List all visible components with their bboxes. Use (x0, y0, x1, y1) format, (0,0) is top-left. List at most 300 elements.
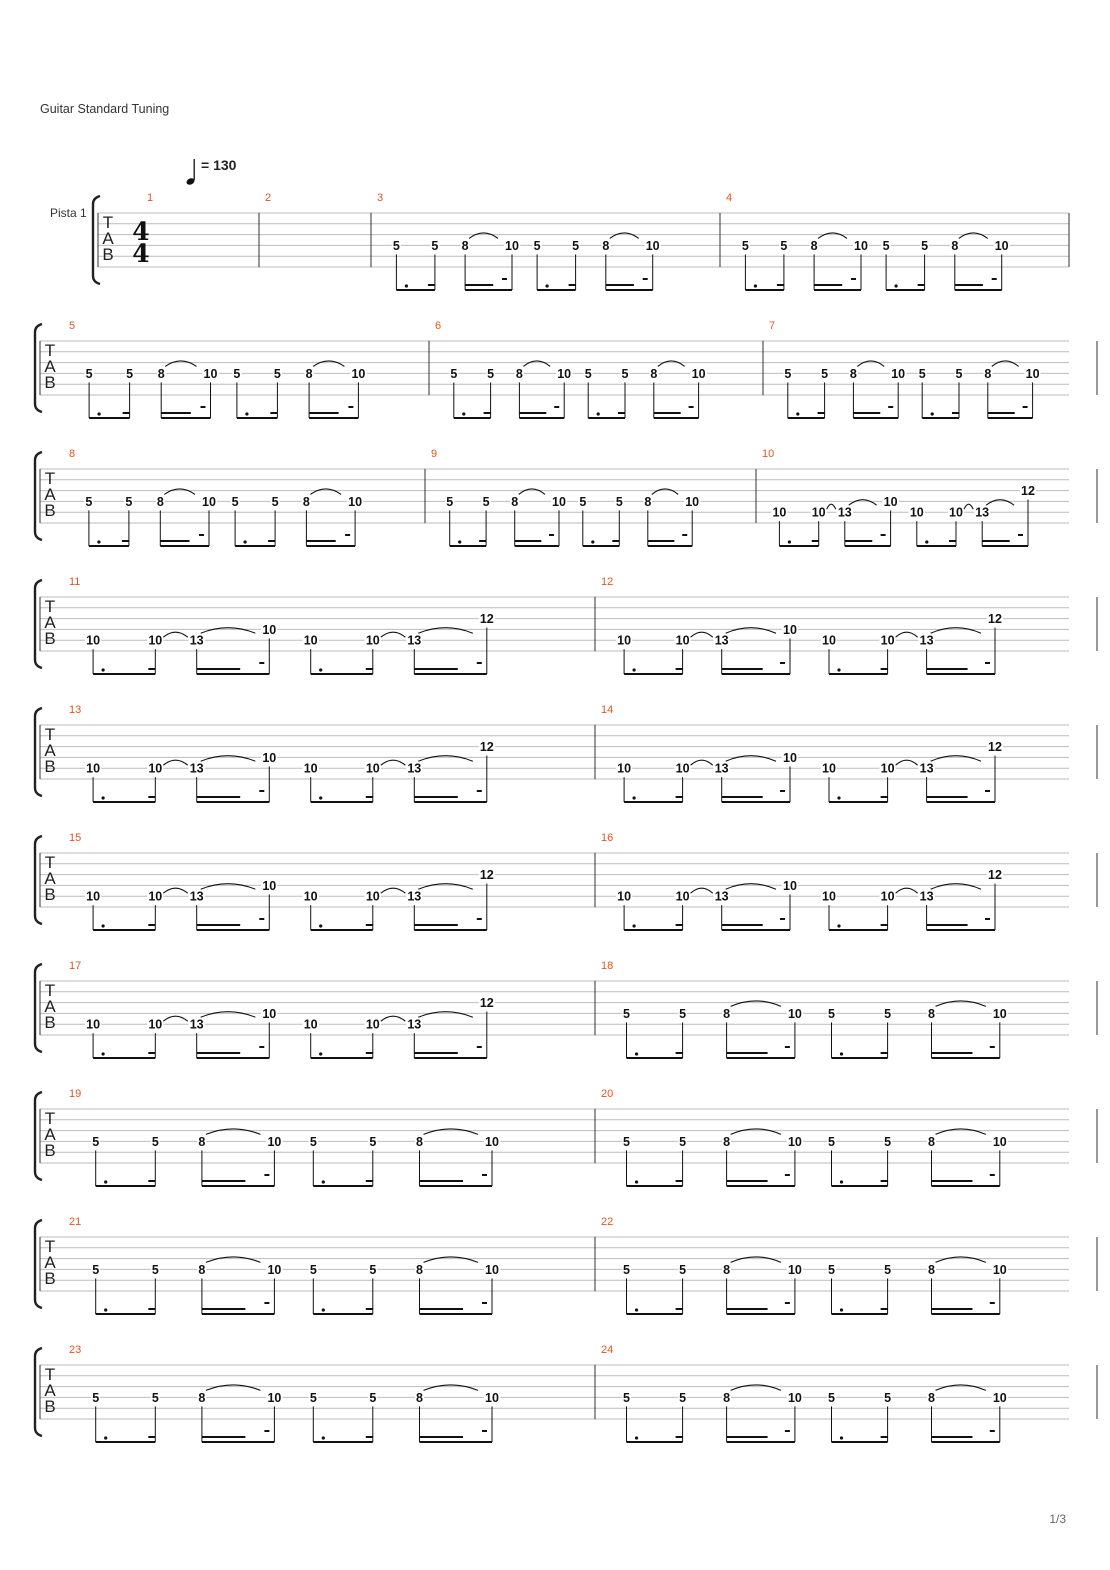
fret-number: 12 (479, 740, 494, 755)
fret-number: 10 (617, 761, 632, 776)
fret-number: 12 (479, 868, 494, 883)
tie-arc (201, 884, 256, 890)
tab-clef-letter: A (44, 357, 56, 376)
fret-number: 13 (189, 1017, 204, 1032)
measure (69, 704, 595, 802)
beam-stub (643, 278, 648, 280)
fret-number: 13 (189, 889, 204, 904)
fret-number: 5 (151, 1134, 159, 1149)
measure-number: 14 (601, 704, 614, 716)
fret-number: 5 (621, 366, 629, 381)
augmentation-dot (97, 540, 100, 543)
fret-number: 5 (679, 1390, 687, 1405)
fret-number: 10 (557, 366, 572, 381)
fret-number: 10 (787, 1006, 802, 1021)
staff-system (35, 1344, 1097, 1442)
beam-stub (990, 1430, 995, 1432)
tie-arc (201, 628, 256, 634)
fret-number: 10 (365, 1017, 380, 1032)
slide-mark (163, 632, 187, 637)
beam-stub (1023, 406, 1028, 408)
beam-stub (482, 1302, 487, 1304)
tab-clef-letter: T (44, 725, 56, 744)
fret-number: 10 (675, 889, 690, 904)
fret-number: 10 (148, 889, 163, 904)
measure (435, 320, 763, 418)
tie-arc (469, 233, 498, 239)
measure-number: 6 (435, 320, 442, 332)
tab-clef-letter: T (44, 469, 56, 488)
fret-number: 10 (148, 1017, 163, 1032)
fret-number: 8 (157, 366, 165, 381)
measure-number: 3 (377, 192, 384, 204)
augmentation-dot (245, 412, 248, 415)
tie-arc (652, 489, 678, 495)
staff-system (35, 1216, 1097, 1314)
tie-arc (936, 1385, 986, 1391)
measure-number: 18 (601, 960, 614, 972)
measure-number: 1 (147, 192, 154, 204)
tie-arc (313, 361, 344, 367)
tie-arc (731, 1001, 781, 1007)
augmentation-dot (895, 284, 898, 287)
measure (601, 1344, 1097, 1442)
fret-number: 10 (86, 761, 101, 776)
beam-stub (888, 406, 893, 408)
augmentation-dot (319, 924, 322, 927)
measure-number: 4 (726, 192, 733, 204)
fret-number: 5 (884, 1006, 892, 1021)
slide-mark (827, 504, 836, 509)
tie-arc (986, 500, 1014, 506)
augmentation-dot (98, 412, 101, 415)
tab-clef-letter: B (44, 629, 56, 648)
tab-clef-letter: A (44, 869, 56, 888)
slide-mark (691, 760, 713, 765)
measure-number: 12 (601, 576, 614, 588)
fret-number: 5 (921, 238, 929, 253)
beam-stub (502, 278, 507, 280)
fret-number: 8 (198, 1262, 206, 1277)
fret-number: 5 (151, 1390, 159, 1405)
fret-number: 10 (203, 366, 218, 381)
fret-number: 10 (675, 761, 690, 776)
fret-number: 5 (369, 1262, 377, 1277)
fret-number: 8 (810, 238, 818, 253)
fret-number: 5 (482, 494, 490, 509)
fret-number: 5 (231, 494, 239, 509)
fret-number: 5 (623, 1390, 630, 1405)
measure-number: 16 (601, 832, 614, 844)
measure (69, 1088, 595, 1186)
fret-number: 5 (584, 366, 592, 381)
augmentation-dot (635, 1052, 638, 1055)
tie-arc (931, 884, 981, 890)
fret-number: 5 (92, 1134, 100, 1149)
fret-number: 12 (479, 996, 494, 1011)
augmentation-dot (837, 924, 840, 927)
fret-number: 10 (148, 761, 163, 776)
fret-number: 8 (511, 494, 519, 509)
fret-number: 10 (552, 494, 566, 509)
tie-arc (726, 628, 776, 634)
augmentation-dot (840, 1052, 843, 1055)
augmentation-dot (840, 1180, 843, 1183)
slide-mark (691, 888, 713, 893)
fret-number: 10 (303, 1017, 318, 1032)
fret-number: 13 (189, 633, 204, 648)
beam-stub (259, 918, 264, 920)
tab-clef-letter: A (44, 1125, 56, 1144)
system-bracket (35, 964, 42, 1052)
measure (726, 192, 1069, 290)
fret-number: 10 (365, 889, 380, 904)
augmentation-dot (837, 796, 840, 799)
fret-number: 8 (416, 1134, 423, 1149)
staff-system (93, 192, 1069, 290)
fret-number: 10 (617, 889, 632, 904)
beam-stub (264, 1174, 269, 1176)
tie-arc (519, 489, 545, 495)
measure-number: 24 (601, 1344, 614, 1356)
augmentation-dot (102, 668, 105, 671)
fret-number: 5 (884, 1262, 892, 1277)
fret-number: 10 (880, 761, 895, 776)
tab-clef-letter: T (44, 1237, 56, 1256)
fret-number: 13 (407, 761, 422, 776)
augmentation-dot (102, 924, 105, 927)
measure (601, 1216, 1097, 1314)
fret-number: 10 (685, 494, 700, 509)
beam-stub (985, 918, 990, 920)
fret-number: 10 (1025, 366, 1040, 381)
fret-number: 5 (392, 238, 400, 253)
tie-arc (726, 884, 776, 890)
beam-stub (785, 1302, 790, 1304)
fret-number: 10 (262, 1006, 277, 1021)
augmentation-dot (840, 1436, 843, 1439)
measure-number: 5 (69, 320, 76, 332)
fret-number: 5 (309, 1390, 317, 1405)
fret-number: 10 (822, 889, 836, 904)
fret-number: 10 (811, 505, 826, 520)
beam-stub (785, 1430, 790, 1432)
fret-number: 5 (828, 1134, 835, 1149)
fret-number: 13 (407, 633, 422, 648)
fret-number: 8 (461, 238, 469, 253)
fret-number: 5 (369, 1390, 377, 1405)
augmentation-dot (837, 668, 840, 671)
fret-number: 8 (198, 1134, 206, 1149)
tab-clef-letter: B (44, 373, 56, 392)
fret-number: 10 (86, 1017, 101, 1032)
tie-arc (931, 756, 981, 762)
fret-number: 10 (202, 494, 216, 509)
tie-arc (206, 1385, 261, 1391)
augmentation-dot (102, 796, 105, 799)
fret-number: 5 (151, 1262, 159, 1277)
system-bracket (35, 708, 42, 796)
tie-arc (731, 1385, 781, 1391)
tab-clef-letter: T (44, 853, 56, 872)
fret-number: 13 (407, 1017, 422, 1032)
fret-number: 10 (303, 633, 318, 648)
fret-number: 5 (92, 1262, 100, 1277)
fret-number: 13 (407, 889, 422, 904)
measure (601, 704, 1097, 802)
beam-stub (259, 1046, 264, 1048)
fret-number: 10 (880, 633, 895, 648)
tie-arc (959, 233, 988, 239)
tab-clef-letter: T (102, 213, 114, 232)
fret-number: 8 (849, 366, 857, 381)
fret-number: 8 (515, 366, 523, 381)
tie-arc (849, 500, 877, 506)
beam-stub (199, 534, 204, 536)
fret-number: 10 (783, 622, 797, 637)
beam-stub (348, 406, 353, 408)
augmentation-dot (244, 540, 247, 543)
augmentation-dot (104, 1436, 107, 1439)
measure (601, 1088, 1097, 1186)
fret-number: 12 (988, 868, 1002, 883)
measure (69, 1344, 595, 1442)
beam-stub (482, 1174, 487, 1176)
beam-stub (881, 534, 886, 536)
fret-number: 10 (645, 238, 660, 253)
slide-mark (163, 760, 187, 765)
slide-mark (896, 632, 918, 637)
tab-clef-letter: T (44, 1365, 56, 1384)
measure-number: 22 (601, 1216, 614, 1228)
slide-mark (163, 888, 187, 893)
measure-number: 17 (69, 960, 82, 972)
fret-number: 5 (821, 366, 829, 381)
measure (69, 448, 425, 546)
beam-stub (477, 662, 482, 664)
system-bracket (35, 324, 42, 412)
system-bracket (35, 1348, 42, 1436)
beam-stub (482, 1430, 487, 1432)
tie-arc (206, 1129, 261, 1135)
measure-number: 15 (69, 832, 82, 844)
fret-number: 8 (416, 1262, 423, 1277)
slide-mark (896, 760, 918, 765)
fret-number: 5 (828, 1006, 835, 1021)
system-bracket (93, 196, 100, 284)
measure-number: 9 (431, 448, 438, 460)
tab-clef-letter: B (44, 501, 56, 520)
fret-number: 5 (309, 1134, 317, 1149)
fret-number: 5 (271, 494, 279, 509)
fret-number: 10 (891, 366, 906, 381)
staff-system (35, 576, 1097, 674)
tie-arc (936, 1001, 986, 1007)
fret-number: 10 (822, 761, 836, 776)
beam-stub (477, 1046, 482, 1048)
beam-stub (1018, 534, 1023, 536)
measure-number: 21 (69, 1216, 82, 1228)
fret-number: 8 (302, 494, 310, 509)
fret-number: 5 (309, 1262, 317, 1277)
fret-number: 8 (644, 494, 652, 509)
beam-stub (682, 534, 687, 536)
fret-number: 5 (369, 1134, 377, 1149)
augmentation-dot (635, 1436, 638, 1439)
measure-number: 23 (69, 1344, 82, 1356)
fret-number: 13 (714, 633, 729, 648)
fret-number: 5 (126, 366, 134, 381)
track-name: Pista 1 (50, 206, 87, 220)
beam-stub (477, 790, 482, 792)
measure-number: 2 (265, 192, 272, 204)
augmentation-dot (322, 1436, 325, 1439)
fret-number: 12 (988, 612, 1002, 627)
beam-stub (345, 534, 350, 536)
fret-number: 5 (679, 1262, 687, 1277)
measure (431, 448, 756, 546)
slide-mark (964, 504, 973, 509)
tie-arc (936, 1257, 986, 1263)
slide-mark (896, 888, 918, 893)
tie-arc (165, 361, 196, 367)
beam-stub (780, 790, 785, 792)
fret-number: 10 (822, 633, 836, 648)
measure (601, 960, 1097, 1058)
fret-number: 13 (714, 761, 729, 776)
measure (69, 960, 595, 1058)
beam-stub (549, 534, 554, 536)
beam-stub (851, 278, 856, 280)
fret-number: 8 (723, 1390, 731, 1405)
measure (601, 832, 1097, 930)
beam-stub (780, 662, 785, 664)
fret-number: 5 (623, 1262, 630, 1277)
tie-arc (418, 628, 473, 634)
beam-stub (201, 406, 206, 408)
fret-number: 10 (909, 505, 924, 520)
measure-number: 7 (769, 320, 776, 332)
fret-number: 10 (351, 366, 366, 381)
fret-number: 10 (303, 889, 318, 904)
fret-number: 8 (928, 1390, 935, 1405)
staff-system (35, 320, 1097, 418)
fret-number: 8 (951, 238, 959, 253)
augmentation-dot (796, 412, 799, 415)
fret-number: 5 (918, 366, 926, 381)
fret-number: 10 (267, 1262, 282, 1277)
measure-number: 10 (762, 448, 775, 460)
slide-mark (381, 632, 406, 637)
tab-clef-letter: A (44, 741, 56, 760)
augmentation-dot (322, 1180, 325, 1183)
staff-system (35, 704, 1097, 802)
time-signature-top: 4 (132, 217, 150, 246)
fret-number: 13 (919, 761, 934, 776)
beam-stub (477, 918, 482, 920)
tab-clef-letter: B (44, 885, 56, 904)
beam-stub (985, 790, 990, 792)
tab-clef-letter: A (44, 613, 56, 632)
tie-arc (610, 233, 639, 239)
tab-clef-letter: B (102, 245, 114, 264)
augmentation-dot (635, 1180, 638, 1183)
fret-number: 10 (485, 1390, 499, 1405)
fret-number: 13 (919, 633, 934, 648)
augmentation-dot (458, 540, 461, 543)
fret-number: 10 (787, 1134, 802, 1149)
fret-number: 10 (992, 1006, 1007, 1021)
measure-number: 13 (69, 704, 82, 716)
augmentation-dot (546, 284, 549, 287)
tie-arc (818, 233, 847, 239)
staff-system (35, 832, 1097, 930)
tab-clef-letter: B (44, 1141, 56, 1160)
fret-number: 5 (955, 366, 963, 381)
fret-number: 10 (348, 494, 363, 509)
tie-arc (936, 1129, 986, 1135)
beam-stub (985, 662, 990, 664)
beam-stub (259, 790, 264, 792)
augmentation-dot (633, 924, 636, 927)
staff-systems (35, 192, 1097, 1442)
beam-stub (990, 1174, 995, 1176)
augmentation-dot (319, 1052, 322, 1055)
system-bracket (35, 580, 42, 668)
slide-mark (163, 1016, 187, 1021)
tab-clef-letter: T (44, 981, 56, 1000)
fret-number: 13 (975, 505, 990, 520)
fret-number: 5 (884, 1390, 892, 1405)
beam-stub (259, 662, 264, 664)
measure (762, 448, 1097, 546)
tie-arc (523, 361, 550, 367)
fret-number: 10 (992, 1134, 1007, 1149)
fret-number: 10 (148, 633, 163, 648)
fret-number: 10 (267, 1390, 282, 1405)
fret-number: 5 (233, 366, 241, 381)
fret-number: 8 (928, 1262, 935, 1277)
fret-number: 5 (273, 366, 281, 381)
tab-clef-letter: T (44, 1109, 56, 1128)
tie-arc (731, 1257, 781, 1263)
fret-number: 10 (994, 238, 1009, 253)
fret-number: 10 (675, 633, 690, 648)
measure (601, 576, 1097, 674)
augmentation-dot (405, 284, 408, 287)
tempo-marking (185, 157, 236, 186)
fret-number: 8 (723, 1006, 731, 1021)
fret-number: 13 (714, 889, 729, 904)
fret-number: 10 (783, 750, 797, 765)
tie-arc (424, 1257, 479, 1263)
augmentation-dot (462, 412, 465, 415)
fret-number: 5 (828, 1262, 835, 1277)
slide-mark (381, 1016, 406, 1021)
tab-clef-letter: B (44, 1269, 56, 1288)
system-bracket (35, 452, 42, 540)
measure (769, 320, 1097, 418)
fret-number: 10 (949, 505, 963, 520)
measure (69, 832, 595, 930)
fret-number: 8 (723, 1262, 731, 1277)
tie-arc (726, 756, 776, 762)
tie-arc (206, 1257, 261, 1263)
fret-number: 12 (479, 612, 494, 627)
fret-number: 10 (617, 633, 632, 648)
system-bracket (35, 1220, 42, 1308)
augmentation-dot (925, 540, 928, 543)
